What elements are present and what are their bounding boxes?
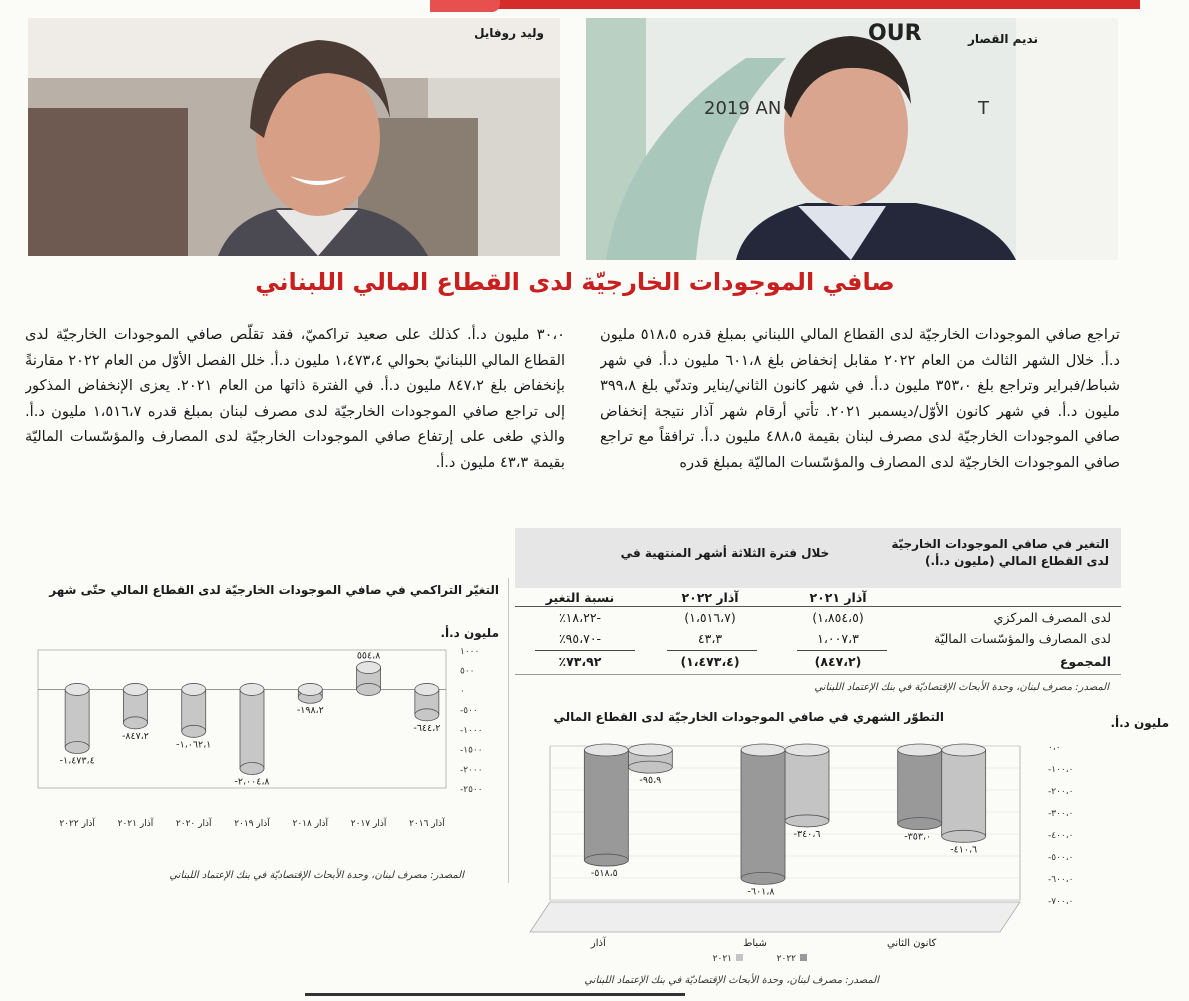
chart-monthly-data-label: -٤١٠،٦ [950,844,978,856]
chart-cumulative-bar [123,683,147,728]
top-accent-bar [440,0,1140,9]
chart-monthly-source: المصدر: مصرف لبنان، وحدة الأبحاث الإقتصاديّة في بنك الإعتماد اللبناني [584,975,879,986]
chart-monthly-floor [530,902,1020,932]
chart-cumulative-unit: مليون د.أ. [440,626,499,640]
chart-cumulative-x-tick: آذار ٢٠١٦ [409,819,445,829]
chart-monthly-bar [628,744,672,773]
chart-cumulative-bar [415,683,439,720]
chart-cumulative-y-tick: ٥٠٠ [460,666,475,677]
chart-cumulative-y-tick: ٠ [460,686,465,697]
table-row: لدى المصرف المركزي (١،٨٥٤،٥) (١،٥١٦،٧) -١٨،٢٢٪ [558,610,1111,625]
chart-cumulative-data-label: -٢،٠٠٤،٨ [234,776,270,788]
chart-monthly-data-label: -٣٥٣،٠ [904,831,932,843]
chart-cumulative-x-tick: آذار ٢٠٢٢ [59,819,95,829]
chart-monthly-legend-swatch [736,954,743,961]
chart-cumulative-source: المصدر: مصرف لبنان، وحدة الأبحاث الإقتصاديّة في بنك الإعتماد اللبناني [169,870,464,881]
chart-cumulative-data-label: -١،٤٧٣،٤ [59,755,95,767]
chart-monthly-y-tick: -٣٠٠،٠ [1048,809,1074,819]
chart-cumulative-y-tick: -١٥٠٠ [460,745,483,756]
svg-text:2019 AN: 2019 AN [704,98,782,119]
chart-monthly-bar [785,744,829,827]
chart-cumulative-bar [182,683,206,737]
chart-monthly-bar [898,744,942,830]
change-table [515,528,1121,698]
chart-cumulative-x-tick: آذار ٢٠١٩ [234,819,270,829]
table-row: لدى المصارف والمؤسّسات الماليّة ١،٠٠٧،٣ ٤٣،٣ -٩٥،٧٠٪ [558,631,1111,646]
chart-cumulative-data-label: -٨٤٧،٢ [121,730,149,742]
chart-monthly-x-tick: شباط [743,938,767,949]
chart-cumulative-bar [65,683,89,753]
table-row-total: المجموع (٨٤٧،٢) (١،٤٧٣،٤) ٧٣،٩٢٪ [558,654,1111,669]
chart-monthly-legend-label: ٢٠٢١ [712,954,732,964]
chart-cumulative-bar [357,662,381,696]
chart-monthly-title: التطوّر الشهري في صافي الموجودات الخارجيّة لدى القطاع المالي [553,710,944,724]
top-accent-tab [430,0,500,12]
chart-monthly-data-label: -٣٤٠،٦ [793,828,821,840]
chart-cumulative-data-label: -١٩٨،٢ [296,705,324,717]
chart-monthly-y-tick: ٠،٠ [1048,743,1061,753]
table-source: المصدر: مصرف لبنان، وحدة الأبحاث الإقتصاديّة في بنك الإعتماد اللبناني [814,682,1109,693]
chart-cumulative-y-tick: -٢٠٠٠ [460,765,483,776]
chart-cumulative-y-tick: ١٠٠٠ [460,647,480,657]
chart-monthly-x-tick: آذار [590,938,606,949]
article-headline: صافي الموجودات الخارجيّة لدى القطاع المالي اللبناني [255,268,895,296]
chart-monthly [520,728,1080,976]
chart-cumulative-title: التغيّر التراكمي في صافي الموجودات الخارجيّة لدى القطاع المالي حتّى شهر [49,583,499,597]
svg-text:OUR: OUR [868,21,922,46]
chart-cumulative-x-tick: آذار ٢٠٢٠ [175,819,212,829]
chart-cumulative-data-label: -٦٤٤،٢ [413,722,441,734]
table-column-headers: آذار ٢٠٢١ آذار ٢٠٢٢ نسبة التغير [545,590,867,605]
chart-monthly-bar [584,744,628,866]
chart-cumulative-y-tick: -٢٥٠٠ [460,785,483,795]
chart-cumulative-x-tick: آذار ٢٠١٧ [350,819,387,829]
chart-cumulative-x-tick: آذار ٢٠٢١ [117,819,154,829]
chart-monthly-y-tick: -١٠٠،٠ [1048,765,1074,775]
photo-caption: نديم القصار [967,32,1038,46]
chart-monthly-unit: مليون د.أ. [1110,716,1169,730]
chart-cumulative-data-label: -١،٠٦٢،١ [176,739,212,751]
chart-cumulative-data-label: ٥٥٤،٨ [356,650,381,662]
chart-cumulative-bar [298,683,322,703]
chart-monthly-bar [942,744,986,842]
chart-cumulative-bar [240,683,264,774]
chart-monthly-data-label: -٦٠١،٨ [747,886,775,898]
chart-cumulative [30,640,500,840]
svg-text:T: T [978,98,989,119]
chart-cumulative-x-tick: آذار ٢٠١٨ [292,819,329,829]
photo-caption: وليد روفايل [474,26,544,40]
chart-monthly-legend-label: ٢٠٢٢ [776,954,796,964]
chart-monthly-legend-swatch [800,954,807,961]
chart-monthly-bar [741,744,785,884]
article-column-right: تراجع صافي الموجودات الخارجيّة لدى القطاع المالي اللبناني بمبلغ قدره ٥١٨،٥ مليون د.أ. خلال الشهر الثالث من العام ٢٠٢٢ مقابل إنخفاض بلغ ٦٠١،٨ مليون د.أ. في شهر شباط/فبراير وتراجع بلغ ٣٥٣،٠ مليون د.أ. في شهر كانون الثاني/يناير وتدنّي بلغ ٣٩٩،٨ مليون د.أ. في شهر كانون الأوّل/ديسمبر ٢٠٢١. تأتي أرقام شهر آذار نتيجة إنخفاض صافي الموجودات الخارجيّة لدى مصرف لبنان بقيمة ٤٨٨،٥ مليون د.أ. ترافقاً مع تراجع صافي الموجودات الخارجيّة لدى المصارف والمؤسّسات الماليّة بمبلغ قدره [600,326,1120,471]
table-period-header: خلال فترة الثلاثة أشهر المنتهية في [620,546,830,560]
chart-monthly-data-label: -٥١٨،٥ [590,868,618,880]
chart-monthly-y-tick: -٦٠٠،٠ [1048,875,1074,885]
chart-monthly-y-tick: -٢٠٠،٠ [1048,787,1074,797]
chart-monthly-y-tick: -٥٠٠،٠ [1048,853,1074,863]
chart-monthly-y-tick: -٧٠٠،٠ [1048,897,1074,907]
chart-cumulative-y-tick: -١٠٠٠ [460,725,483,736]
chart-monthly-y-tick: -٤٠٠،٠ [1048,831,1074,841]
photo-nadim-kassar [586,18,1118,260]
table-header [515,528,1121,588]
bottom-rule [305,993,685,996]
table-title: التغير في صافي الموجودات الخارجيّة لدى القطاع المالي (مليون د.أ.) [891,537,1109,568]
photo-walid-raphael [28,18,560,256]
chart-monthly-data-label: -٩٥،٩ [639,775,662,787]
chart-cumulative-y-tick: -٥٠٠ [460,706,478,717]
chart-monthly-x-tick: كانون الثاني [887,938,937,949]
article-column-left: ٣٠،٠ مليون د.أ. كذلك على صعيد تراكميّ، فقد تقلّص صافي الموجودات الخارجيّة لدى القطاع المالي اللبنانيّ بحوالي ١،٤٧٣،٤ مليون د.أ. خلل الفصل الأوّل من العام ٢٠٢٢ مقارنةً بإنخفاض بلغ ٨٤٧،٢ مليون د.أ. في الفترة ذاتها من العام ٢٠٢١. يعزى الإنخفاض المذكور إلى تراجع صافي الموجودات الخارجيّة لدى مصرف لبنان بمبلغ قدره ١،٥١٦،٧ مليون د.أ. والذي طغى على إرتفاع صافي الموجودات الخارجيّة لدى المصارف والمؤسّسات الماليّة بقيمة ٤٣،٣ مليون د.أ. [25,326,565,471]
